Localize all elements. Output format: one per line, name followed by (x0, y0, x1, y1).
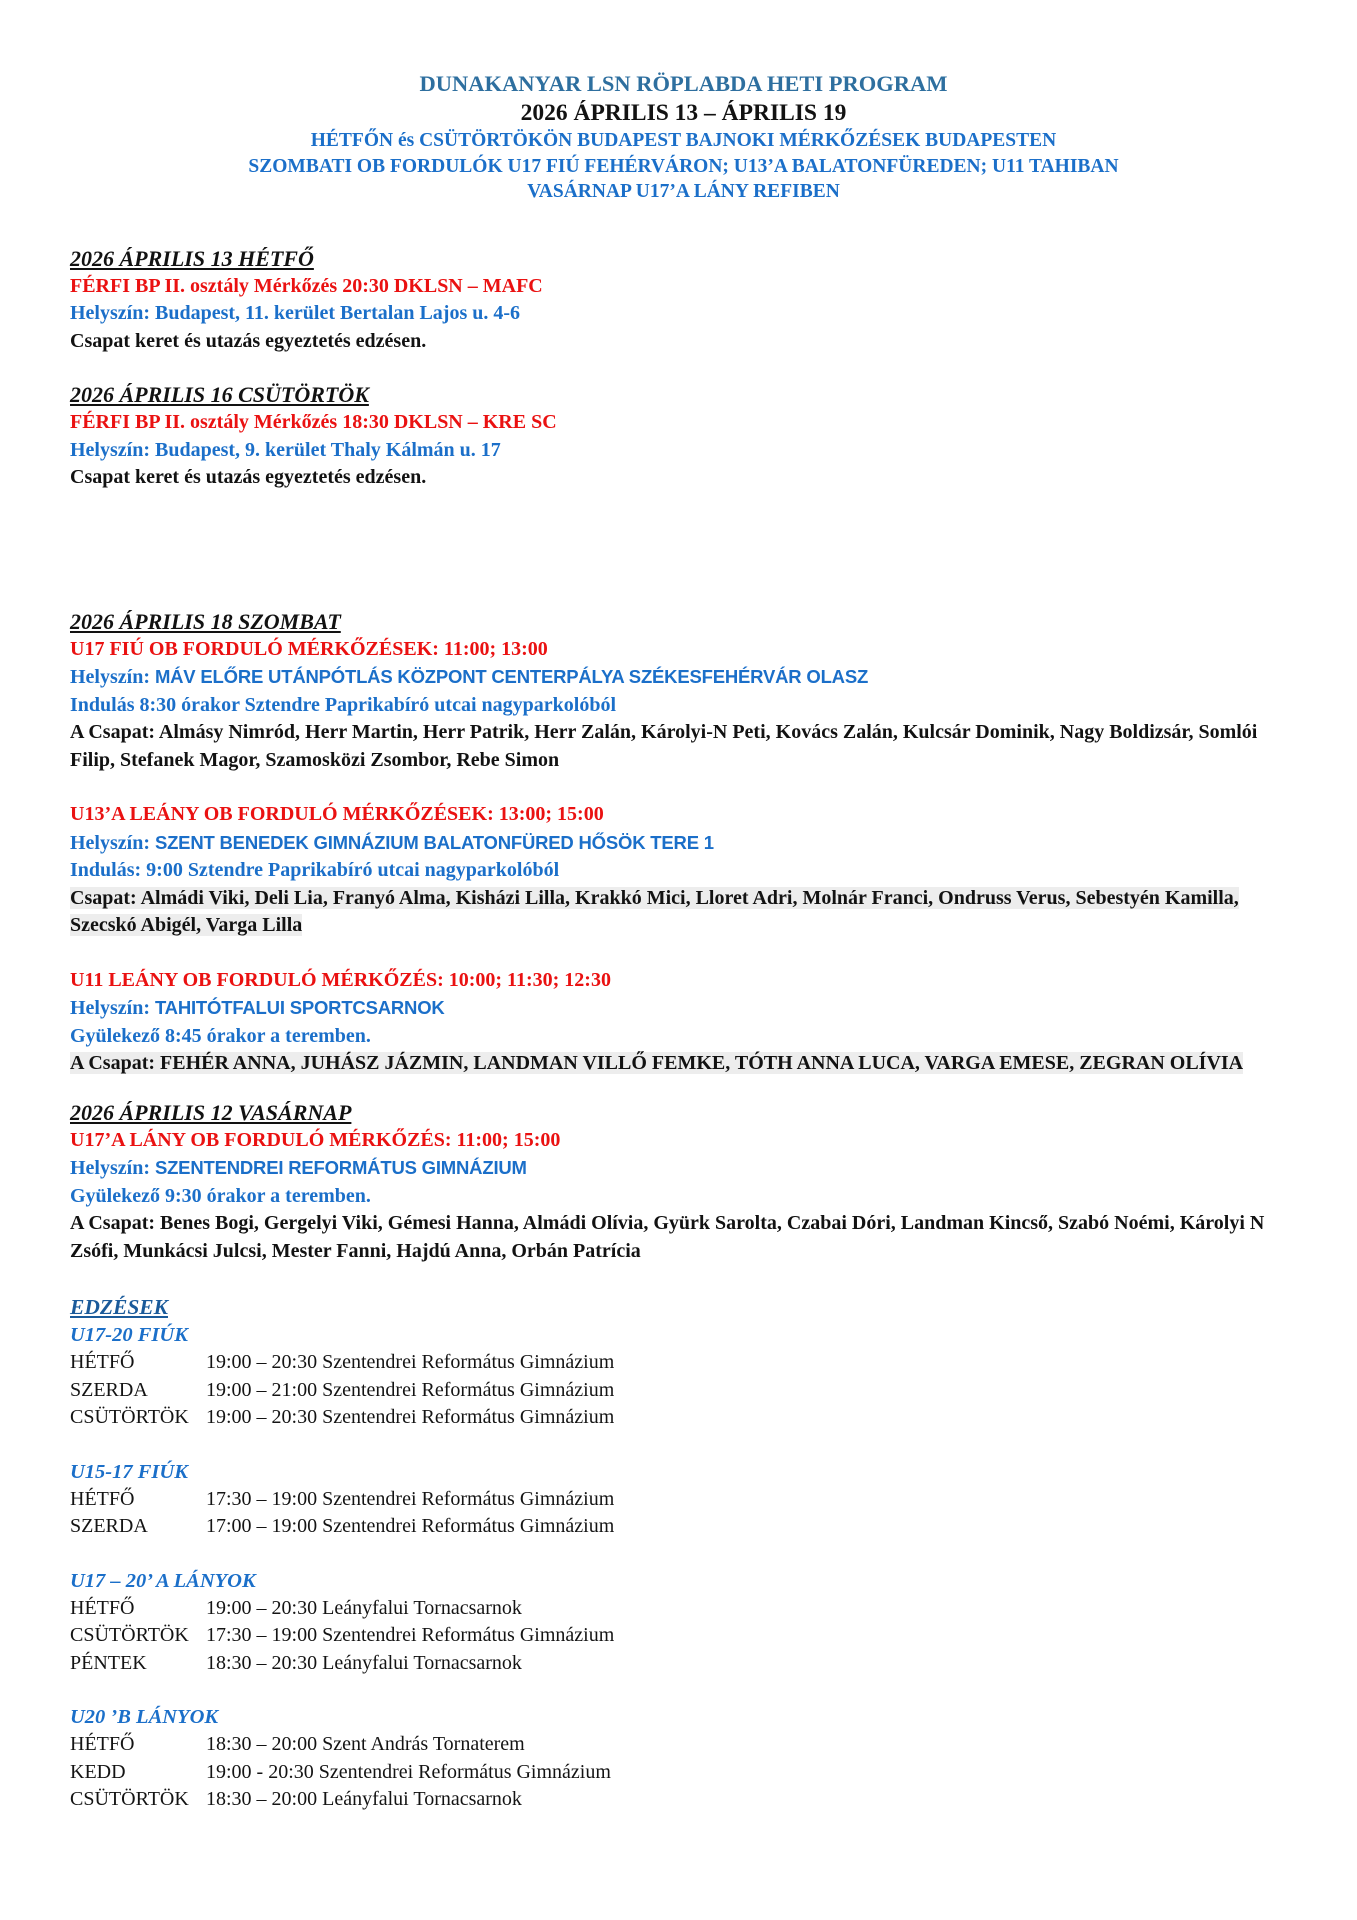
section-heading: 2026 ÁPRILIS 13 HÉTFŐ (70, 245, 314, 271)
schedule-day: PÉNTEK (70, 1651, 147, 1674)
schedule-day: CSÜTÖRTÖK (70, 1788, 189, 1810)
trainings-heading: EDZÉSEK (70, 1295, 168, 1319)
section-trainings (70, 1294, 1297, 1814)
venue-line: Helyszín: Budapest, 11. kerület Bertalan Lajos u. 4-6 (70, 302, 521, 324)
match-title: U13’A LEÁNY OB FORDULÓ MÉRKŐZÉSEK: 13:00; 15:00 (70, 803, 604, 825)
schedule-day: SZERDA (70, 1378, 148, 1401)
match-block-u13-girls (70, 801, 1297, 940)
schedule-info: 19:00 – 20:30 Szentendrei Református Gimnázium (206, 1406, 615, 1428)
schedule-row (70, 1486, 1297, 1514)
venue-line (70, 829, 1297, 858)
team-note: Csapat keret és utazás egyeztetés edzésen. (70, 329, 427, 352)
schedule-info: 17:00 – 19:00 Szentendrei Református Gimnázium (206, 1515, 615, 1537)
venue-label: Helyszín: (70, 666, 150, 688)
venue-label: Helyszín: (70, 997, 150, 1019)
training-group-u17-20a-girls (70, 1568, 1297, 1678)
schedule-day: SZERDA (70, 1515, 148, 1537)
schedule-info: 18:30 – 20:00 Leányfalui Tornacsarnok (206, 1788, 522, 1810)
venue-line (70, 994, 1297, 1023)
schedule-row (70, 1377, 1297, 1405)
team-list: A Csapat: Almásy Nimród, Herr Martin, Herr Patrik, Herr Zalán, Károlyi-N Peti, Kovács Zalán, Kulcsár Dominik, Nagy Boldizsár, Somlói Filip, Stefanek Magor, Szamosközi Zsombor, Rebe Simon (70, 721, 1258, 771)
page-title: DUNAKANYAR LSN RÖPLABDA HETI PROGRAM (419, 71, 948, 96)
venue-name: TAHITÓTFALUI SPORTCSARNOK (150, 997, 445, 1018)
group-heading: U15-17 FIÚK (70, 1460, 188, 1483)
match-block-u11-girls (70, 967, 1297, 1078)
schedule-day: KEDD (70, 1760, 126, 1783)
match-title: U17’A LÁNY OB FORDULÓ MÉRKŐZÉS: 11:00; 15:00 (70, 1128, 561, 1151)
schedule-info: 19:00 – 21:00 Szentendrei Református Gimnázium (206, 1378, 615, 1401)
section-monday (70, 245, 1297, 356)
team-list-highlight: A Csapat: FEHÉR ANNA, JUHÁSZ JÁZMIN, LANDMAN VILLŐ FEMKE, TÓTH ANNA LUCA, VARGA EMESE, ZEGRAN OLÍVIA (70, 1052, 1244, 1074)
venue-label: Helyszín: (70, 831, 150, 854)
venue-line (70, 1154, 1297, 1183)
section-sunday (70, 1099, 1297, 1266)
section-heading: 2026 ÁPRILIS 12 VASÁRNAP (70, 1099, 352, 1125)
gathering-line: Gyülekező 8:45 órakor a teremben. (70, 1024, 371, 1047)
section-saturday (70, 608, 1297, 1078)
section-heading: 2026 ÁPRILIS 16 CSÜTÖRTÖK (70, 382, 369, 407)
schedule-day: HÉTFŐ (70, 1596, 135, 1619)
gathering-line: Gyülekező 9:30 órakor a teremben. (70, 1184, 371, 1207)
schedule-day: HÉTFŐ (70, 1351, 135, 1373)
schedule-row (70, 1759, 1297, 1787)
section-thursday (70, 381, 1297, 492)
schedule-day: CSÜTÖRTÖK (70, 1406, 189, 1428)
venue-name: SZENT BENEDEK GIMNÁZIUM BALATONFÜRED HŐSÖK TERE 1 (150, 831, 714, 853)
schedule-day: CSÜTÖRTÖK (70, 1624, 189, 1646)
venue-name: MÁV ELŐRE UTÁNPÓTLÁS KÖZPONT CENTERPÁLYA SZÉKESFEHÉRVÁR OLASZ (150, 666, 869, 687)
departure-line: Indulás 8:30 órakor Sztendre Paprikabíró utcai nagyparkolóból (70, 693, 616, 716)
schedule-row (70, 1513, 1297, 1541)
venue-label: Helyszín: (70, 1157, 150, 1179)
team-list-highlight: Csapat: Almádi Viki, Deli Lia, Franyó Alma, Kisházi Lilla, Krakkó Mici, Lloret Adri, Molnár Franci, Ondruss Verus, Sebestyén Kamilla, Szecskó Abigél, Varga Lilla (70, 886, 1239, 936)
schedule-day: HÉTFŐ (70, 1733, 135, 1755)
schedule-row (70, 1650, 1297, 1678)
header-note-3: VASÁRNAP U17’A LÁNY REFIBEN (527, 181, 840, 202)
match-title: U17 FIÚ OB FORDULÓ MÉRKŐZÉSEK: 11:00; 13:00 (70, 637, 548, 660)
schedule-day: HÉTFŐ (70, 1487, 135, 1510)
group-heading: U17-20 FIÚK (70, 1324, 188, 1346)
team-note: Csapat keret és utazás egyeztetés edzésen. (70, 466, 427, 488)
match-title: U11 LEÁNY OB FORDULÓ MÉRKŐZÉS: 10:00; 11:30; 12:30 (70, 968, 611, 991)
venue-line: Helyszín: Budapest, 9. kerület Thaly Kálmán u. 17 (70, 438, 501, 461)
date-range: 2026 ÁPRILIS 13 – ÁPRILIS 19 (520, 100, 847, 126)
schedule-info: 18:30 – 20:30 Leányfalui Tornacsarnok (206, 1651, 522, 1674)
schedule-row (70, 1731, 1297, 1759)
schedule-row (70, 1595, 1297, 1623)
header-note-2: SZOMBATI OB FORDULÓK U17 FIÚ FEHÉRVÁRON; U13’A BALATONFÜREDEN; U11 TAHIBAN (248, 155, 1119, 177)
group-heading: U20 ’B LÁNYOK (70, 1706, 219, 1728)
schedule-info: 19:00 – 20:30 Leányfalui Tornacsarnok (206, 1596, 522, 1619)
training-group-u20b-girls (70, 1704, 1297, 1814)
schedule-info: 19:00 - 20:30 Szentendrei Református Gimnázium (206, 1760, 611, 1783)
schedule-info: 17:30 – 19:00 Szentendrei Református Gimnázium (206, 1624, 615, 1646)
schedule-row (70, 1404, 1297, 1432)
document-header (70, 70, 1297, 205)
section-heading: 2026 ÁPRILIS 18 SZOMBAT (70, 608, 341, 634)
match-block-u17-boys (70, 636, 1297, 775)
schedule-row (70, 1622, 1297, 1650)
schedule-info: 18:30 – 20:00 Szent András Tornaterem (206, 1733, 525, 1755)
departure-line: Indulás: 9:00 Sztendre Paprikabíró utcai nagyparkolóból (70, 859, 560, 881)
venue-line (70, 663, 1297, 692)
team-list: A Csapat: Benes Bogi, Gergelyi Viki, Gémesi Hanna, Almádi Olívia, Gyürk Sarolta, Czabai Dóri, Landman Kincső, Szabó Noémi, Károlyi N Zsófi, Munkácsi Julcsi, Mester Fanni, Hajdú Anna, Orbán Patrícia (70, 1212, 1265, 1262)
match-title: FÉRFI BP II. osztály Mérkőzés 18:30 DKLSN – KRE SC (70, 411, 557, 433)
schedule-row (70, 1349, 1297, 1377)
header-note-1: HÉTFŐN és CSÜTÖRTÖKÖN BUDAPEST BAJNOKI MÉRKŐZÉSEK BUDAPESTEN (310, 130, 1057, 151)
training-group-u15-17-boys (70, 1459, 1297, 1541)
schedule-info: 17:30 – 19:00 Szentendrei Református Gimnázium (206, 1487, 615, 1510)
team-list (70, 885, 1297, 940)
group-heading: U17 – 20’ A LÁNYOK (70, 1569, 256, 1592)
team-list (70, 1050, 1297, 1078)
match-title: FÉRFI BP II. osztály Mérkőzés 20:30 DKLSN – MAFC (70, 274, 543, 297)
schedule-row (70, 1786, 1297, 1814)
schedule-info: 19:00 – 20:30 Szentendrei Református Gimnázium (206, 1351, 615, 1373)
training-group-u17-20-boys (70, 1322, 1297, 1432)
venue-name: SZENTENDREI REFORMÁTUS GIMNÁZIUM (150, 1157, 527, 1178)
